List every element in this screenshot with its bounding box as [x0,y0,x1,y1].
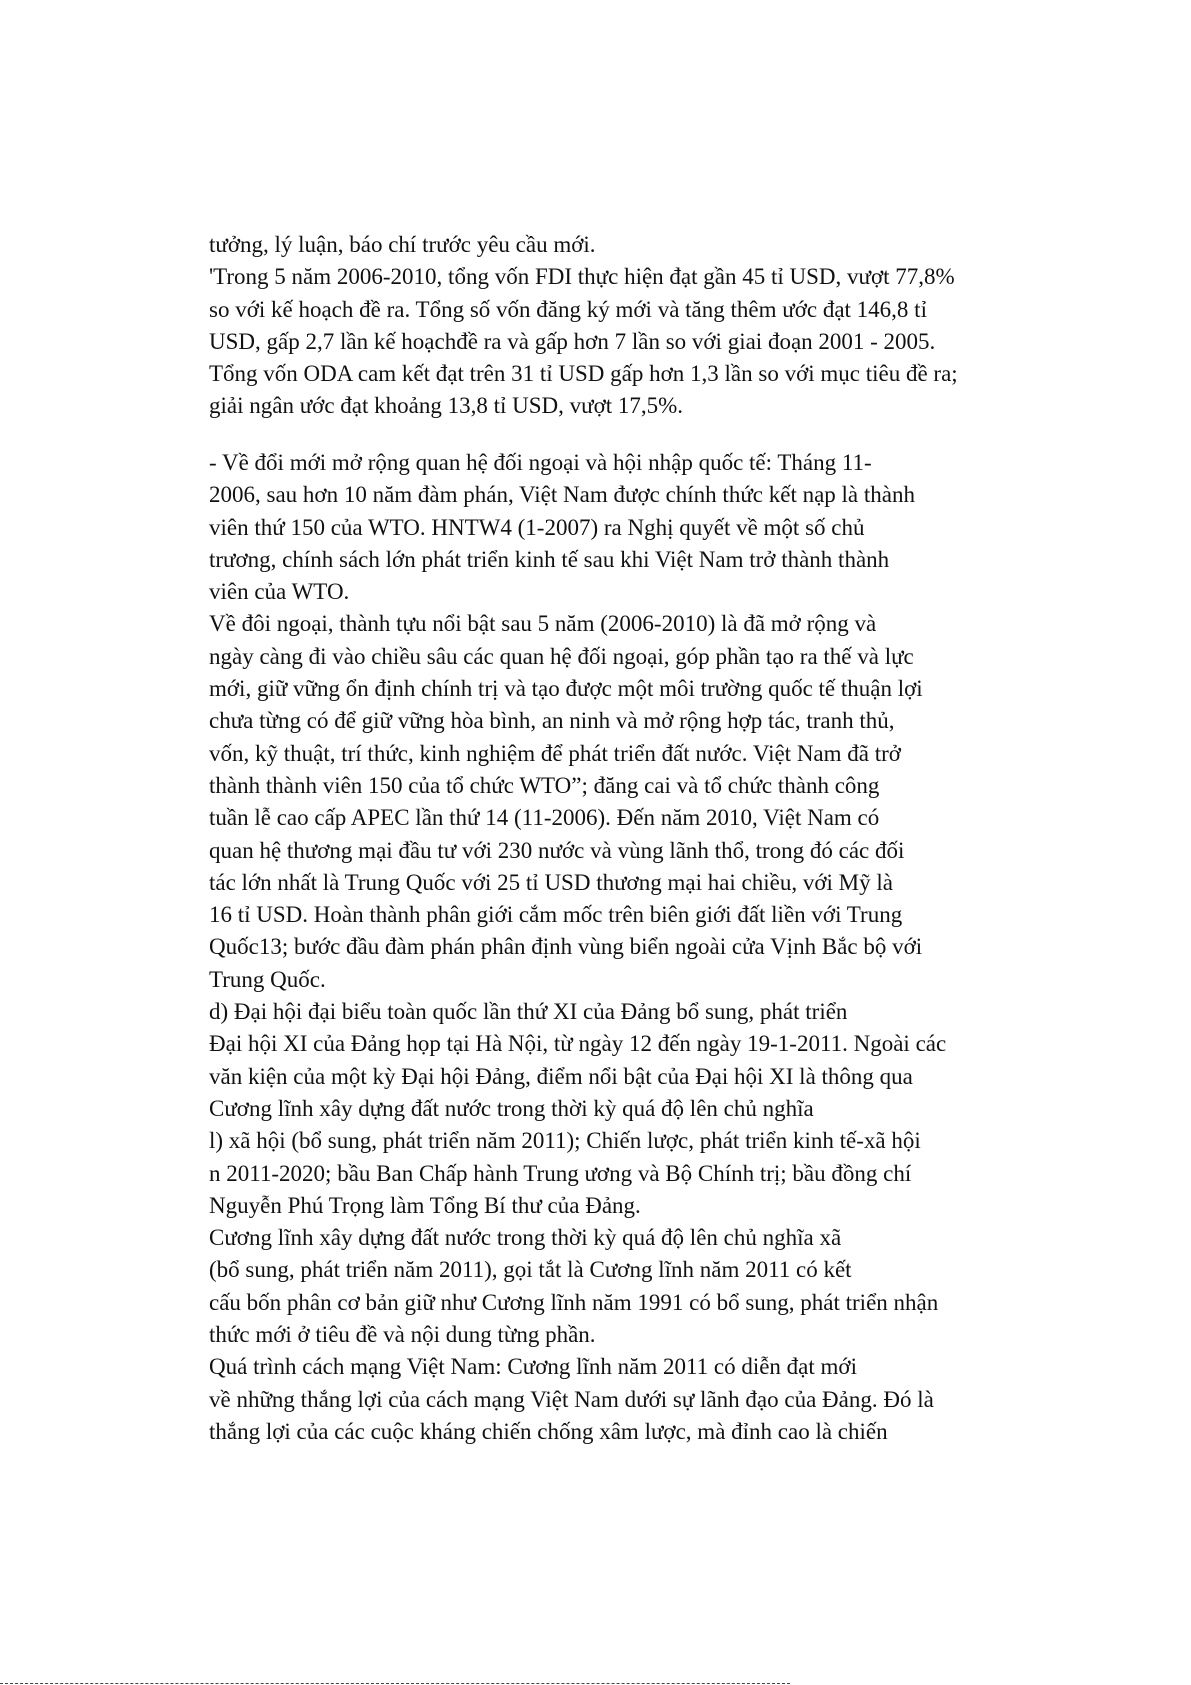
text-line: thành thành viên 150 của tổ chức WTO”; đăng cai và tổ chức thành công [209,772,880,798]
text-line: Cương lĩnh xây dựng đất nước trong thời kỳ quá độ lên chủ nghĩa xã [209,1225,842,1251]
text-line: n 2011-2020; bầu Ban Chấp hành Trung ương và Bộ Chính trị; bầu đồng chí [209,1160,912,1186]
text-line: chưa từng có để giữ vững hòa bình, an ninh và mở rộng hợp tác, tranh thủ, [209,708,895,734]
text-line: cấu bốn phân cơ bản giữ như Cương lĩnh năm 1991 có bổ sung, phát triển nhận [209,1289,939,1315]
text-line: tưởng, lý luận, báo chí trước yêu cầu mới. [209,232,596,257]
text-line: thắng lợi của các cuộc kháng chiến chống xâm lược, mà đỉnh cao là chiến [209,1418,888,1444]
text-line: Nguyễn Phú Trọng làm Tổng Bí thư của Đảng. [209,1192,641,1218]
text-line: USD, gấp 2,7 lần kế hoạchđề ra và gấp hơn 7 lần so với giai đoạn 2001 - 2005. [209,328,936,354]
text-line: Cương lĩnh xây dựng đất nước trong thời kỳ quá độ lên chủ nghĩa [209,1095,814,1121]
text-line: l) xã hội (bổ sung, phát triển năm 2011); Chiến lược, phát triển kinh tế-xã hội [209,1128,921,1154]
page-bottom-divider [0,1683,790,1684]
text-line: tuần lễ cao cấp APEC lần thứ 14 (11-2006). Đến năm 2010, Việt Nam có [209,805,880,831]
text-line: (bổ sung, phát triển năm 2011), gọi tắt là Cương lĩnh năm 2011 có kết [209,1257,852,1283]
section-heading-d: d) Đại hội đại biểu toàn quốc lần thứ XI của Đảng bổ sung, phát triển [209,999,848,1025]
text-line: 16 tỉ USD. Hoàn thành phân giới cắm mốc trên biên giới đất liền với Trung [209,902,903,928]
text-line: vốn, kỹ thuật, trí thức, kinh nghiệm để phát triển đất nước. Việt Nam đã trở [209,740,901,766]
text-line: viên của WTO. [209,579,350,605]
text-line: - Về đổi mới mở rộng quan hệ đối ngoại và hội nhập quốc tế: Tháng 11- [209,450,872,475]
text-line: viên thứ 150 của WTO. HNTW4 (1-2007) ra Nghị quyết về một số chủ [209,514,865,540]
text-line: Quốc13; bước đầu đàm phán phân định vùng biển ngoài cửa Vịnh Bắc bộ với [209,934,923,960]
text-line: văn kiện của một kỳ Đại hội Đảng, điểm nổi bật của Đại hội XI là thông qua [209,1063,913,1089]
text-line: so với kế hoạch đề ra. Tổng số vốn đăng ký mới và tăng thêm ước đạt 146,8 tỉ [209,296,927,322]
text-line: Tổng vốn ODA cam kết đạt trên 31 tỉ USD gấp hơn 1,3 lần so với mục tiêu đề ra; [209,361,958,387]
text-line: Trung Quốc. [209,966,326,992]
text-line: Quá trình cách mạng Việt Nam: Cương lĩnh năm 2011 có diễn đạt mới [209,1354,857,1380]
text-line: giải ngân ước đạt khoảng 13,8 tỉ USD, vượt 17,5%. [209,393,684,419]
text-line: quan hệ thương mại đầu tư với 230 nước và vùng lãnh thổ, trong đó các đối [209,837,905,863]
text-line: Về đôi ngoại, thành tựu nổi bật sau 5 năm (2006-2010) là đã mở rộng và [209,611,877,637]
text-line: tác lớn nhất là Trung Quốc với 25 tỉ USD thương mại hai chiều, với Mỹ là [209,869,893,895]
text-line: mới, giữ vững ổn định chính trị và tạo được một môi trường quốc tế thuận lợi [209,676,923,702]
text-line: Đại hội XI của Đảng họp tại Hà Nội, từ ngày 12 đến ngày 19-1-2011. Ngoài các [209,1031,947,1057]
text-line: ngày càng đi vào chiều sâu các quan hệ đối ngoại, góp phần tạo ra thế và lực [209,643,914,669]
paragraph-block-fdi-oda [209,229,1089,423]
text-line: 2006, sau hơn 10 năm đàm phán, Việt Nam được chính thức kết nạp là thành [209,482,915,508]
text-line: 'Trong 5 năm 2006-2010, tổng vốn FDI thực hiện đạt gần 45 tỉ USD, vượt 77,8% [209,264,955,290]
text-line: về những thắng lợi của cách mạng Việt Nam dưới sự lãnh đạo của Đảng. Đó là [209,1386,934,1412]
paragraph-block-foreign-relations [209,447,1089,1448]
text-line: trương, chính sách lớn phát triển kinh tế sau khi Việt Nam trở thành thành [209,546,890,572]
text-line: thức mới ở tiêu đề và nội dung từng phần. [209,1322,596,1348]
